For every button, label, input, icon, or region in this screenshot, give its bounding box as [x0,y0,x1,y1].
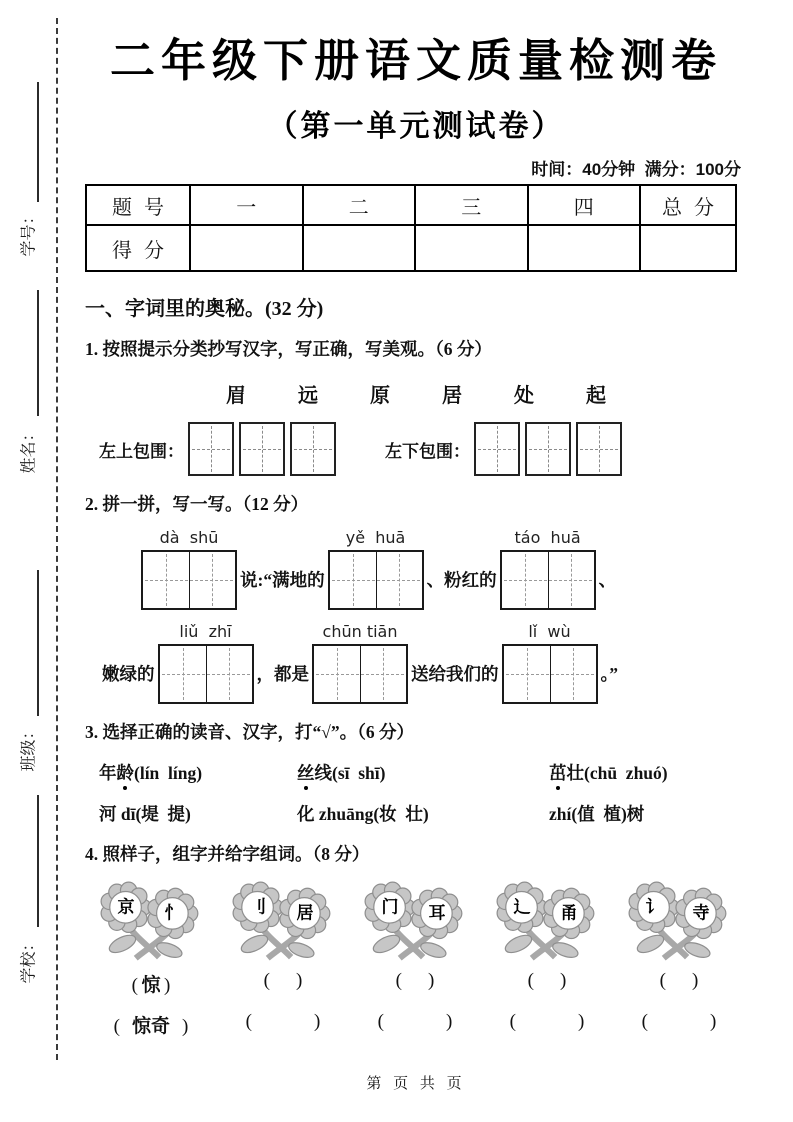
writing-grid-box [290,422,336,476]
pinyin-label: lǐ wù [528,622,571,641]
pinyin-label: liǔ zhī [179,622,232,641]
sentence-text: 、 [598,570,617,590]
choice-item: zhí(值 植)树 [549,804,645,824]
score-table-score-row [86,225,736,271]
dotted-character: 龄 [116,763,134,783]
score-cell-empty [190,225,303,271]
answer-slot: ( 惊 ) [131,975,171,996]
flower-character: 刂 [249,897,267,917]
hanzi: 居 [442,385,462,407]
sentence-text: 。” [600,664,618,684]
writing-box [158,644,254,704]
answer-slot: ( ) [245,1011,321,1032]
sentence-text: 送给我们的 [411,664,499,684]
hanzi: 起 [586,385,606,407]
flower-character: 寺 [692,903,710,923]
flower-character: 耳 [428,903,446,923]
flower-pair-icon [359,876,471,964]
flower-character: 讠 [645,897,663,917]
flower-character: 忄 [164,903,182,923]
answer-slot: ( ) [395,970,435,991]
score-table-header: 总分 [640,185,736,225]
section-1-heading: 一、字词里的奥秘。(32 分) [85,298,324,320]
question-1-characters [85,379,747,408]
writing-grid-box [525,422,571,476]
score-cell-empty [415,225,528,271]
answer-slot: ( ) [659,970,699,991]
question-4-character-answers [85,970,747,997]
writing-grid-box [576,422,622,476]
writing-box [141,550,237,610]
question-1-label: 1. 按照提示分类抄写汉字，写正确，写美观。（6 分） [85,339,492,359]
question-4-word-answers [85,1011,747,1038]
writing-box [328,550,424,610]
hanzi: 原 [370,385,390,407]
choice-item: 年龄(lín líng) [99,763,203,783]
school-label: 学校： [20,935,38,984]
writing-grid-box [239,422,285,476]
score-table-header-row [86,185,736,225]
choice-item: 茁壮(chū zhuó) [549,763,668,783]
writing-box [500,550,596,610]
writing-grid-box [188,422,234,476]
group-label-lower-left: 左下包围： [385,441,470,461]
choice-item: 河 dī(堤 提) [99,804,191,824]
question-2-label: 2. 拼一拼，写一写。（12 分） [85,494,309,514]
student-id-blank-line [37,82,39,202]
name-label: 姓名： [20,425,38,474]
sentence-text: 、粉红的 [426,570,497,590]
dotted-character: 丝 [297,763,315,783]
score-table-header: 题号 [86,185,190,225]
score-cell-empty [528,225,641,271]
pinyin-writing-unit [312,622,408,704]
score-cell-empty [303,225,416,271]
answer-slot: ( ) [641,1011,717,1032]
question-4-label: 4. 照样子，组字并给字组词。（8 分） [85,844,370,864]
page-footer: 第 页 共 页 [366,1076,466,1092]
question-3-row-1 [85,760,747,785]
choice-item: 化 zhuāng(妆 壮) [297,804,429,824]
flower-character: 居 [296,903,314,923]
answer-slot: ( ) [509,1011,585,1032]
flower-pair-icon [227,876,339,964]
writing-box [312,644,408,704]
answer-slot: ( 惊奇 ) [113,1016,189,1037]
score-cell-empty [640,225,736,271]
pinyin-label: dà shū [159,528,219,547]
pinyin-writing-unit [500,528,596,610]
pinyin-writing-unit [158,622,254,704]
answer-slot: ( ) [263,970,303,991]
dotted-character: 茁 [549,763,567,783]
pinyin-writing-unit [328,528,424,610]
score-table-header: 四 [528,185,641,225]
name-blank-line [37,290,39,416]
hanzi: 远 [298,385,318,407]
student-id-label: 学号： [20,208,38,257]
sentence-text: 说:“满地的 [240,570,325,590]
writing-box [502,644,598,704]
sentence-text: ，都是 [256,664,309,684]
question-2-line-2 [99,622,747,704]
pinyin-writing-unit [141,528,237,610]
group-label-upper-left: 左上包围： [99,441,184,461]
school-blank-line [37,795,39,927]
question-1-answer-row [85,422,747,476]
page-subtitle: （第一单元测试卷） [267,110,565,143]
question-4-flowers [85,876,747,964]
answer-slot: ( ) [377,1011,453,1032]
flower-pair-icon [95,876,207,964]
flower-pair-icon [491,876,603,964]
question-2-line-1 [141,528,747,610]
question-3-label: 3. 选择正确的读音、汉字，打“√”。（6 分） [85,722,414,742]
exam-meta: 时间：40分钟 满分：100分 [531,160,741,179]
hanzi: 眉 [226,385,246,407]
choice-item: 丝线(sī shī) [297,763,386,783]
class-label: 班级： [20,723,38,772]
flower-pair-icon [623,876,735,964]
score-row-label: 得分 [86,225,190,271]
sentence-text: 嫩绿的 [102,664,155,684]
pinyin-writing-unit [502,622,598,704]
flower-character: 京 [117,897,135,917]
score-table-header: 一 [190,185,303,225]
page-title: 二年级下册语文质量检测卷 [109,35,722,86]
answer-slot: ( ) [527,970,567,991]
flower-character: 甬 [560,903,578,923]
flower-character: 门 [381,897,399,917]
class-blank-line [37,570,39,716]
score-table-header: 三 [415,185,528,225]
pinyin-label: táo huā [514,528,581,547]
score-table [85,184,737,272]
hanzi: 处 [514,385,534,407]
flower-character: 辶 [513,897,531,917]
score-table-header: 二 [303,185,416,225]
fold-dashed-line [56,18,58,1060]
writing-grid-box [474,422,520,476]
pinyin-label: yě huā [345,528,406,547]
pinyin-label: chūn tiān [322,622,398,641]
question-3-row-2 [85,801,747,826]
